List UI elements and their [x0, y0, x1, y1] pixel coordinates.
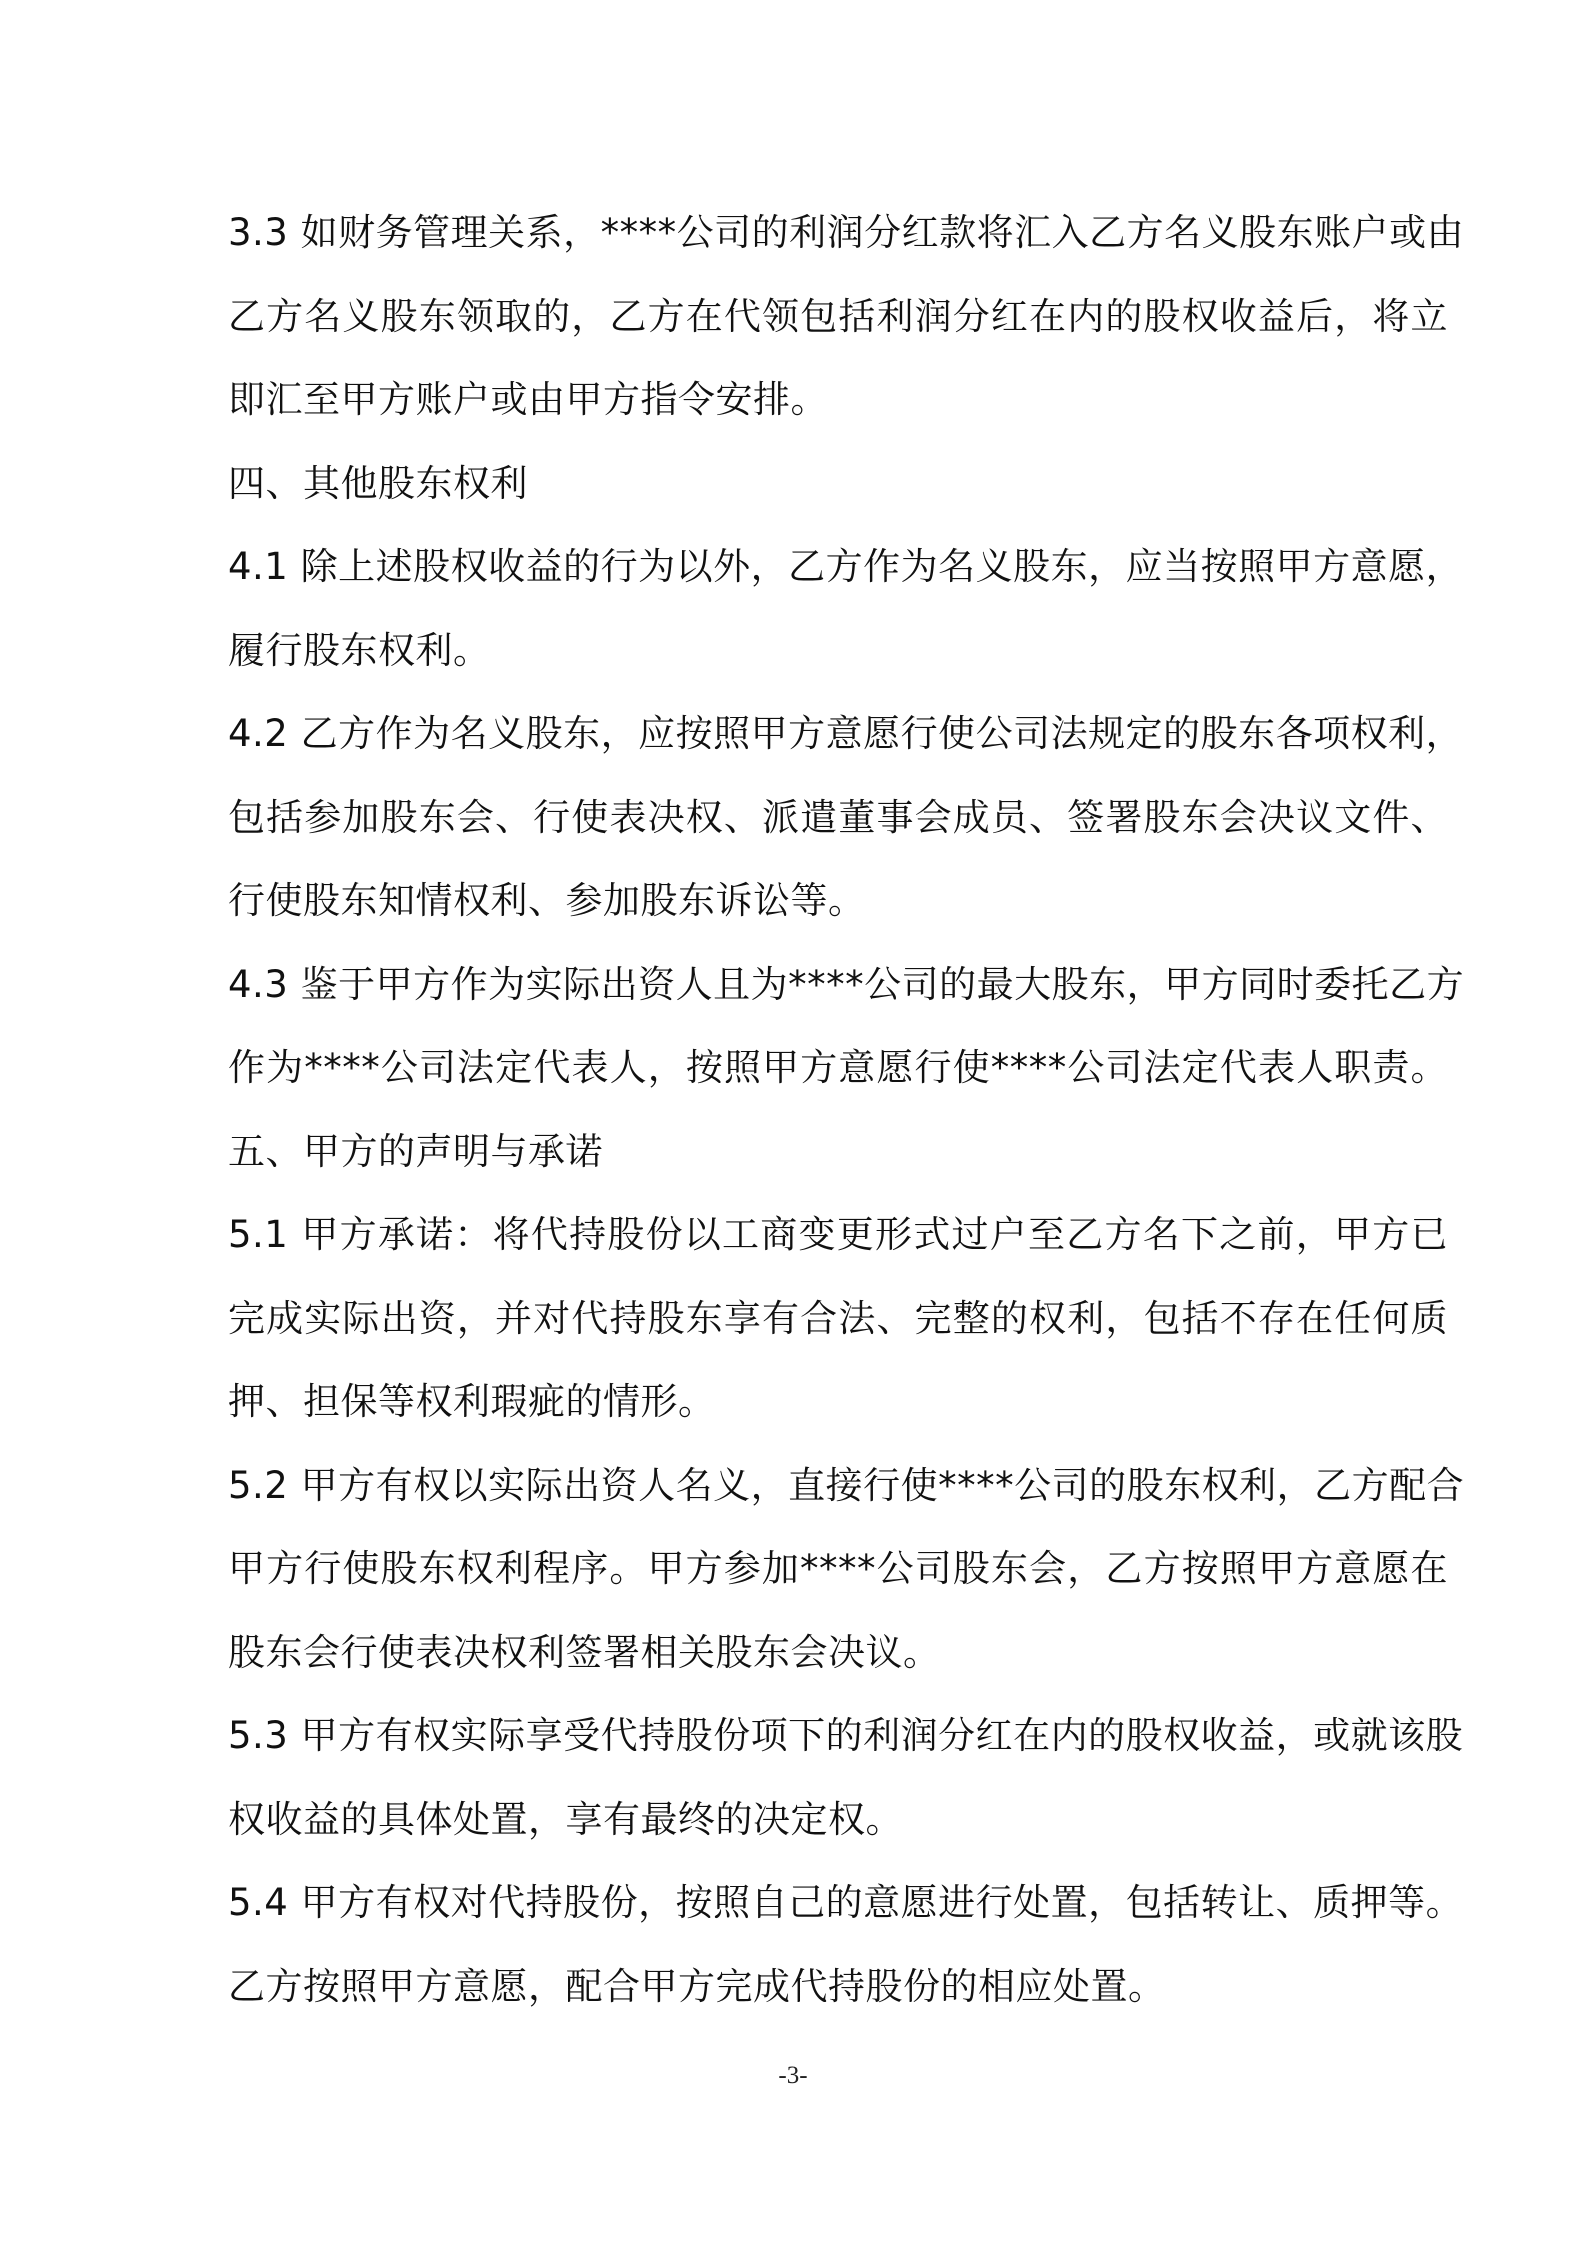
paragraph-4-1-line-2: 履行股东权利。 [228, 628, 491, 672]
paragraph-5-3-line-2: 权收益的具体处置，享有最终的决定权。 [228, 1797, 903, 1841]
paragraph-3-3-line-1: 3.3 如财务管理关系，****公司的利润分红款将汇入乙方名义股东账户或由 [228, 211, 1465, 254]
paragraph-4-2-line-3: 行使股东知情权利、参加股东诉讼等。 [228, 879, 866, 922]
paragraph-5-1-line-2: 完成实际出资，并对代持股东享有合法、完整的权利，包括不存在任何质 [228, 1296, 1448, 1340]
paragraph-5-4-line-2: 乙方按照甲方意愿，配合甲方完成代持股份的相应处置。 [228, 1964, 1166, 2008]
paragraph-3-3-line-2: 乙方名义股东领取的，乙方在代领包括利润分红在内的股权收益后，将立 [228, 294, 1448, 338]
document-body [228, 191, 1465, 2028]
paragraph-4-1-line-1: 4.1 除上述股权收益的行为以外，乙方作为名义股东，应当按照甲方意愿， [228, 545, 1464, 588]
section-heading-5: 五、甲方的声明与承诺 [228, 1129, 603, 1173]
paragraph-4-2-line-2: 包括参加股东会、行使表决权、派遣董事会成员、签署股东会决议文件、 [228, 795, 1448, 839]
paragraph-4-2-line-1: 4.2 乙方作为名义股东，应按照甲方意愿行使公司法规定的股东各项权利， [228, 712, 1464, 755]
paragraph-5-2-line-2: 甲方行使股东权利程序。甲方参加****公司股东会，乙方按照甲方意愿在 [228, 1547, 1448, 1590]
paragraph-5-2-line-1: 5.2 甲方有权以实际出资人名义，直接行使****公司的股东权利，乙方配合 [228, 1463, 1465, 1507]
paragraph-4-3-line-2: 作为****公司法定代表人，按照甲方意愿行使****公司法定代表人职责。 [228, 1046, 1448, 1089]
paragraph-4-3-line-1: 4.3 鉴于甲方作为实际出资人且为****公司的最大股东，甲方同时委托乙方 [228, 962, 1465, 1006]
paragraph-5-3-line-1: 5.3 甲方有权实际享受代持股份项下的利润分红在内的股权收益，或就该股 [228, 1714, 1464, 1757]
paragraph-5-2-line-3: 股东会行使表决权利签署相关股东会决议。 [228, 1630, 941, 1674]
paragraph-5-4-line-1: 5.4 甲方有权对代持股份，按照自己的意愿进行处置，包括转让、质押等。 [228, 1881, 1464, 1924]
paragraph-5-1-line-3: 押、担保等权利瑕疵的情形。 [228, 1380, 716, 1423]
paragraph-5-1-line-1: 5.1 甲方承诺：将代持股份以工商变更形式过户至乙方名下之前，甲方已 [228, 1213, 1448, 1256]
section-heading-4: 四、其他股东权利 [228, 461, 528, 505]
page-number: -3- [778, 2062, 808, 2089]
paragraph-3-3-line-3: 即汇至甲方账户或由甲方指令安排。 [228, 378, 828, 421]
